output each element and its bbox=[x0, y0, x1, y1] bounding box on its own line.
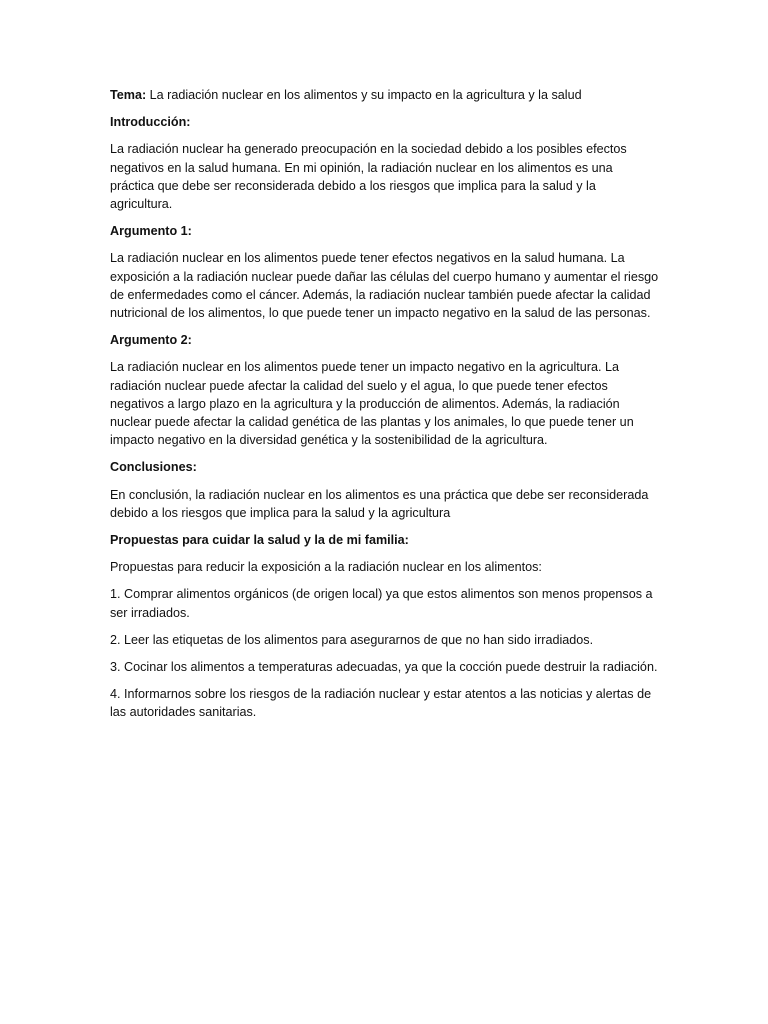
conclusions-paragraph: En conclusión, la radiación nuclear en los alimentos es una práctica que debe ser reconsiderada debido a los riesgos que implica para la salud y la agricultura bbox=[110, 487, 649, 520]
argument1-heading: Argumento 1: bbox=[110, 224, 192, 239]
title-text: La radiación nuclear en los alimentos y su impacto en la agricultura y la salud bbox=[149, 88, 582, 102]
proposal-item-4: 4. Informarnos sobre los riesgos de la radiación nuclear y estar atentos a las noticias y alertas de las autoridades sanitarias. bbox=[110, 687, 652, 720]
intro-paragraph: La radiación nuclear ha generado preocupación en la sociedad debido a los posibles efectos negativos en la salud humana. En mi opinión, la radiación nuclear en los alimentos es una práctica que debe ser reconsiderada debido a los riesgos que implica para la salud y la agricultura. bbox=[110, 142, 627, 212]
conclusions-heading: Conclusiones: bbox=[110, 460, 197, 475]
proposals-intro: Propuestas para reducir la exposición a la radiación nuclear en los alimentos: bbox=[110, 560, 542, 575]
argument2-heading: Argumento 2: bbox=[110, 333, 192, 348]
document-title bbox=[110, 86, 660, 104]
argument1-paragraph: La radiación nuclear en los alimentos puede tener efectos negativos en la salud humana. La exposición a la radiación nuclear puede dañar las células del cuerpo humano y aumentar el riesgo de enfermedades como el cáncer. Además, la radiación nuclear también puede afectar la calidad nutricional de los alimentos, lo que puede tener un impacto negativo en la salud de las personas. bbox=[110, 251, 659, 321]
proposal-item-2: 2. Leer las etiquetas de los alimentos para asegurarnos de que no han sido irradiados. bbox=[110, 632, 594, 647]
document-page bbox=[110, 86, 660, 731]
proposal-item-3: 3. Cocinar los alimentos a temperaturas adecuadas, ya que la cocción puede destruir la radiación. bbox=[110, 660, 658, 675]
proposals-heading: Propuestas para cuidar la salud y la de mi familia: bbox=[110, 533, 409, 548]
proposal-item-1: 1. Comprar alimentos orgánicos (de origen local) ya que estos alimentos son menos propensos a ser irradiados. bbox=[110, 587, 653, 620]
title-label: Tema: bbox=[110, 88, 147, 102]
intro-heading: Introducción: bbox=[110, 115, 191, 130]
argument2-paragraph: La radiación nuclear en los alimentos puede tener un impacto negativo en la agricultura. La radiación nuclear puede afectar la calidad del suelo y el agua, lo que puede tener efectos negativos a largo plazo en la agricultura y la producción de alimentos. Además, la radiación nuclear puede afectar la calidad genética de las plantas y los animales, lo que puede tener un impacto negativo en la diversidad genética y la sostenibilidad de la agricultura. bbox=[110, 360, 634, 448]
